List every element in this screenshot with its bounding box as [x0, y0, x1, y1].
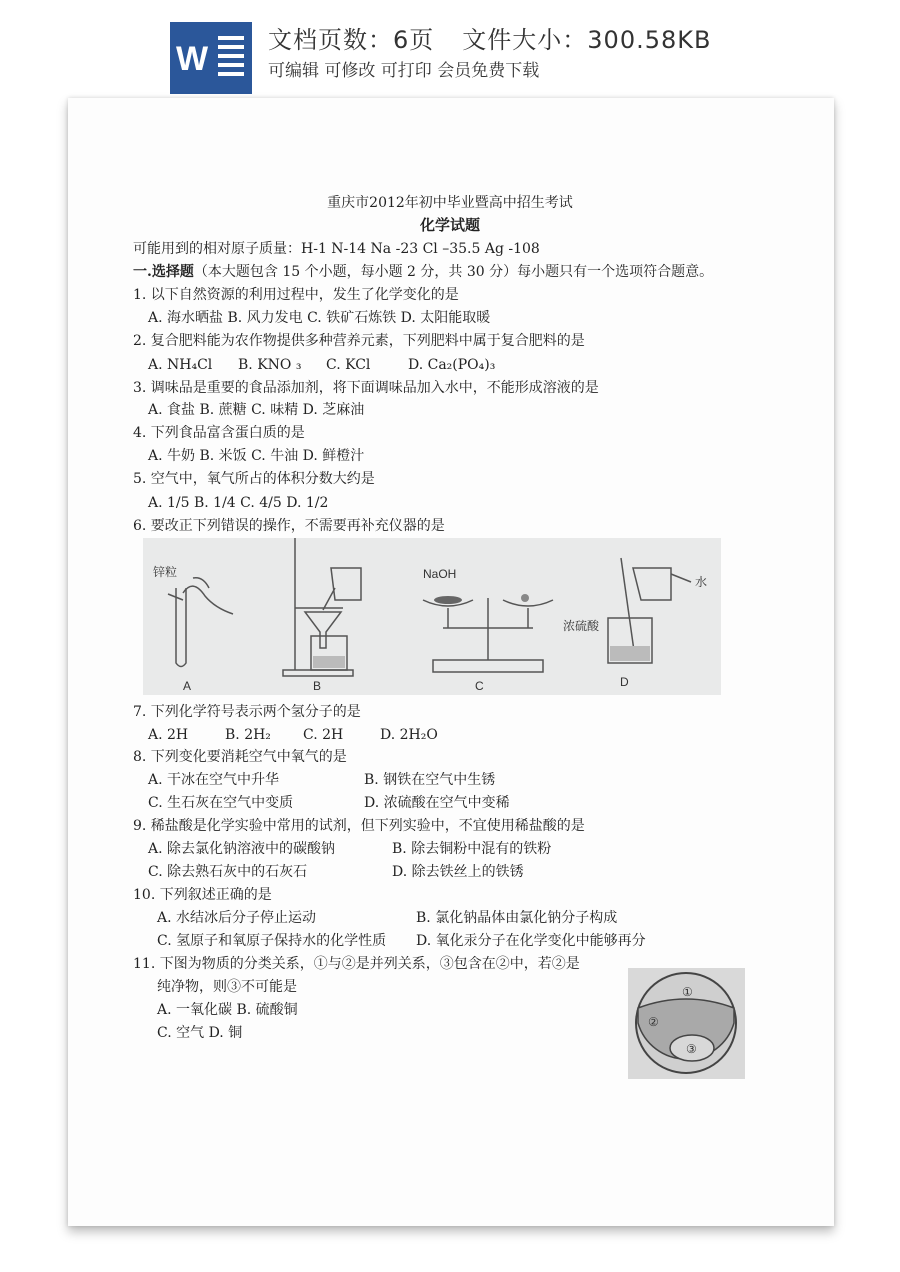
question-1: 1. 以下自然资源的利用过程中，发生了化学变化的是: [133, 287, 459, 303]
region-2-marker: ②: [648, 1015, 659, 1029]
question-8-option-d: D. 浓硫酸在空气中变稀: [364, 795, 510, 811]
word-document-icon: [170, 22, 252, 94]
exam-subtitle: 化学试题: [419, 216, 480, 234]
question-2-option-c: C. KCl: [326, 357, 371, 373]
option-d-label: D: [620, 675, 629, 689]
question-6: 6. 要改正下列错误的操作，不需要再补充仪器的是: [133, 518, 445, 534]
question-9-option-c: C. 除去熟石灰中的石灰石: [148, 864, 308, 880]
question-8-option-c: C. 生石灰在空气中变质: [148, 795, 294, 811]
question-10-option-b: B. 氯化钠晶体由氯化钠分子构成: [416, 910, 618, 926]
page-count: 文档页数：6页: [268, 26, 435, 54]
question-10-option-d: D. 氧化汞分子在化学变化中能够再分: [416, 933, 646, 949]
question-7-option-d: D. 2H₂O: [380, 727, 438, 743]
file-info: [268, 20, 711, 55]
exam-title: 重庆市2012年初中毕业暨高中招生考试: [327, 195, 573, 211]
question-11-continued: 纯净物，则③不可能是: [157, 979, 297, 995]
classification-diagram: [628, 968, 745, 1079]
question-9-option-a: A. 除去氯化钠溶液中的碳酸钠: [148, 841, 336, 857]
question-10-option-c: C. 氢原子和氧原子保持水的化学性质: [157, 933, 387, 949]
question-8-option-a: A. 干冰在空气中升华: [148, 772, 280, 788]
question-3: 3. 调味品是重要的食品添加剂，将下面调味品加入水中，不能形成溶液的是: [133, 380, 599, 396]
option-c-label: C: [475, 679, 484, 693]
question-4: 4. 下列食品富含蛋白质的是: [133, 425, 305, 441]
acid-label: 浓硫酸: [563, 619, 600, 633]
question-7-option-a: A. 2H: [148, 727, 189, 743]
question-11-options-ab: A. 一氧化碳 B. 硫酸铜: [157, 1002, 298, 1018]
question-1-options: A. 海水晒盐 B. 风力发电 C. 铁矿石炼铁 D. 太阳能取暖: [148, 310, 491, 326]
question-2: 2. 复合肥料能为农作物提供多种营养元素，下列肥料中属于复合肥料的是: [133, 333, 585, 349]
question-2-option-a: A. NH₄Cl: [148, 357, 213, 373]
option-b-label: B: [313, 679, 322, 693]
question-2-option-d: D. Ca₂(PO₄)₃: [408, 357, 496, 373]
region-3-marker: ③: [686, 1042, 697, 1056]
question-7-option-b: B. 2H₂: [225, 727, 271, 743]
question-5: 5. 空气中，氧气所占的体积分数大约是: [133, 471, 375, 487]
region-1-marker: ①: [682, 985, 693, 999]
file-size: 文件大小：300.58KB: [462, 26, 712, 54]
question-11-options-cd: C. 空气 D. 铜: [157, 1025, 243, 1041]
question-10-option-a: A. 水结冰后分子停止运动: [157, 910, 317, 926]
question-7-option-c: C. 2H: [303, 727, 344, 743]
question-8: 8. 下列变化要消耗空气中氧气的是: [133, 749, 347, 765]
question-9-option-b: B. 除去铜粉中混有的铁粉: [392, 841, 552, 857]
option-a-label: A: [183, 679, 192, 693]
atomic-masses: 可能用到的相对原子质量：H-1 N-14 Na -23 Cl –35.5 Ag -108: [133, 241, 540, 257]
question-7: 7. 下列化学符号表示两个氢分子的是: [133, 704, 361, 720]
question-4-options: A. 牛奶 B. 米饭 C. 牛油 D. 鲜橙汁: [148, 448, 365, 464]
lab-operations-figure: [143, 538, 721, 695]
question-9: 9. 稀盐酸是化学实验中常用的试剂，但下列实验中，不宜使用稀盐酸的是: [133, 818, 585, 834]
question-8-option-b: B. 钢铁在空气中生锈: [364, 772, 496, 788]
question-5-options: A. 1/5 B. 1/4 C. 4/5 D. 1/2: [148, 495, 329, 511]
question-3-options: A. 食盐 B. 蔗糖 C. 味精 D. 芝麻油: [148, 402, 365, 418]
question-11: 11. 下图为物质的分类关系，①与②是并列关系，③包含在②中，若②是: [133, 956, 580, 972]
word-icon-letter: W: [176, 40, 209, 78]
section-heading: 一.选择题（本大题包含 15 个小题，每小题 2 分，共 30 分）每小题只有一个选项符合题意。: [133, 264, 714, 280]
naoh-label: NaOH: [423, 567, 457, 581]
question-9-option-d: D. 除去铁丝上的铁锈: [392, 864, 524, 880]
zinc-label: 锌粒: [153, 565, 178, 579]
question-10: 10. 下列叙述正确的是: [133, 887, 272, 903]
water-label: 水: [695, 575, 708, 589]
feature-list: 可编辑 可修改 可打印 会员免费下载: [268, 61, 540, 81]
question-2-option-b: B. KNO ₃: [238, 357, 302, 373]
download-banner: [0, 0, 900, 96]
